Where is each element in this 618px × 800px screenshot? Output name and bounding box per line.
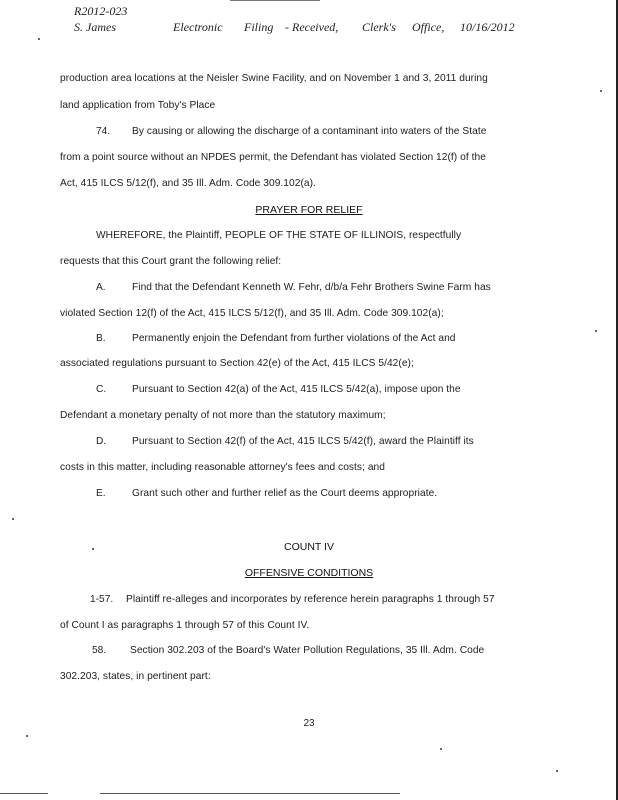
filing-status-office: Office, xyxy=(412,20,445,34)
p58-number: 58. xyxy=(92,645,107,656)
filing-status-filing: Filing xyxy=(244,20,274,34)
p74-number: 74. xyxy=(96,126,111,137)
filing-status-clerks: Clerk's xyxy=(362,20,396,34)
item-e-letter: E. xyxy=(96,488,106,499)
scan-dot xyxy=(26,735,28,737)
scan-dot xyxy=(556,770,558,772)
p58-line-1: Section 302.203 of the Board's Water Pollution Regulations, 35 Ill. Adm. Code xyxy=(130,645,485,656)
item-c-line-2: Defendant a monetary penalty of not more than the statutory maximum; xyxy=(60,410,386,421)
item-b-line-2: associated regulations pursuant to Section 42(e) of the Act, 415 ILCS 5/42(e); xyxy=(60,358,414,369)
p73-line-2: land application from Toby's Place xyxy=(60,100,216,111)
page-number: 23 xyxy=(303,718,315,729)
item-c-line-1: Pursuant to Section 42(a) of the Act, 415 ILCS 5/42(a), impose upon the xyxy=(132,384,461,395)
prayer-heading: PRAYER FOR RELIEF xyxy=(255,204,363,216)
filer-name: S. James xyxy=(74,20,116,34)
p73-line-1: production area locations at the Neisler Swine Facility, and on November 1 and 3, 2011 during xyxy=(60,73,488,84)
item-d-line-2: costs in this matter, including reasonable attorney's fees and costs; and xyxy=(60,462,385,473)
count-subheading: OFFENSIVE CONDITIONS xyxy=(244,567,374,579)
scan-dot xyxy=(600,90,602,92)
scan-top-line xyxy=(230,0,320,1)
scan-bottom-line-mid xyxy=(100,793,400,794)
scan-dot xyxy=(595,330,597,332)
item-b-letter: B. xyxy=(96,333,106,344)
scan-bottom-line-left xyxy=(0,793,48,794)
item-c-letter: C. xyxy=(96,384,107,395)
scan-dot xyxy=(38,38,40,40)
case-number: R2012-023 xyxy=(74,4,128,18)
p74-line-2: from a point source without an NPDES permit, the Defendant has violated Section 12(f) of the xyxy=(60,152,486,163)
item-a-letter: A. xyxy=(96,282,106,293)
item-d-line-1: Pursuant to Section 42(f) of the Act, 415 ILCS 5/42(f), award the Plaintiff its xyxy=(132,436,474,447)
filing-status-electronic: Electronic xyxy=(173,20,223,34)
item-b-line-1: Permanently enjoin the Defendant from further violations of the Act and xyxy=(132,333,456,344)
scan-dot xyxy=(12,518,14,520)
item-d-letter: D. xyxy=(96,436,107,447)
wherefore-line-1: WHEREFORE, the Plaintiff, PEOPLE OF THE STATE OF ILLINOIS, respectfully xyxy=(96,230,462,241)
scan-dot xyxy=(92,548,94,550)
p1-57-line-2: of Count I as paragraphs 1 through 57 of this Count IV. xyxy=(60,620,310,631)
item-a-line-2: violated Section 12(f) of the Act, 415 ILCS 5/12(f), and 35 Ill. Adm. Code 309.102(a); xyxy=(60,308,444,319)
p58-line-2: 302.203, states, in pertinent part: xyxy=(60,671,211,682)
filing-date: 10/16/2012 xyxy=(460,20,515,34)
wherefore-line-2: requests that this Court grant the following relief: xyxy=(60,256,282,267)
scan-dot xyxy=(440,748,442,750)
p1-57-number: 1-57. xyxy=(90,594,114,605)
item-a-line-1: Find that the Defendant Kenneth W. Fehr, d/b/a Fehr Brothers Swine Farm has xyxy=(132,282,491,293)
filing-status-received: - Received, xyxy=(285,20,339,34)
p74-line-3: Act, 415 ILCS 5/12(f), and 35 Ill. Adm. Code 309.102(a). xyxy=(60,178,316,189)
p74-line-1: By causing or allowing the discharge of a contaminant into waters of the State xyxy=(132,126,487,137)
count-heading: COUNT IV xyxy=(284,541,334,553)
p1-57-line-1: Plaintiff re-alleges and incorporates by reference herein paragraphs 1 through 57 xyxy=(126,594,495,605)
item-e-line-1: Grant such other and further relief as the Court deems appropriate. xyxy=(132,488,438,499)
